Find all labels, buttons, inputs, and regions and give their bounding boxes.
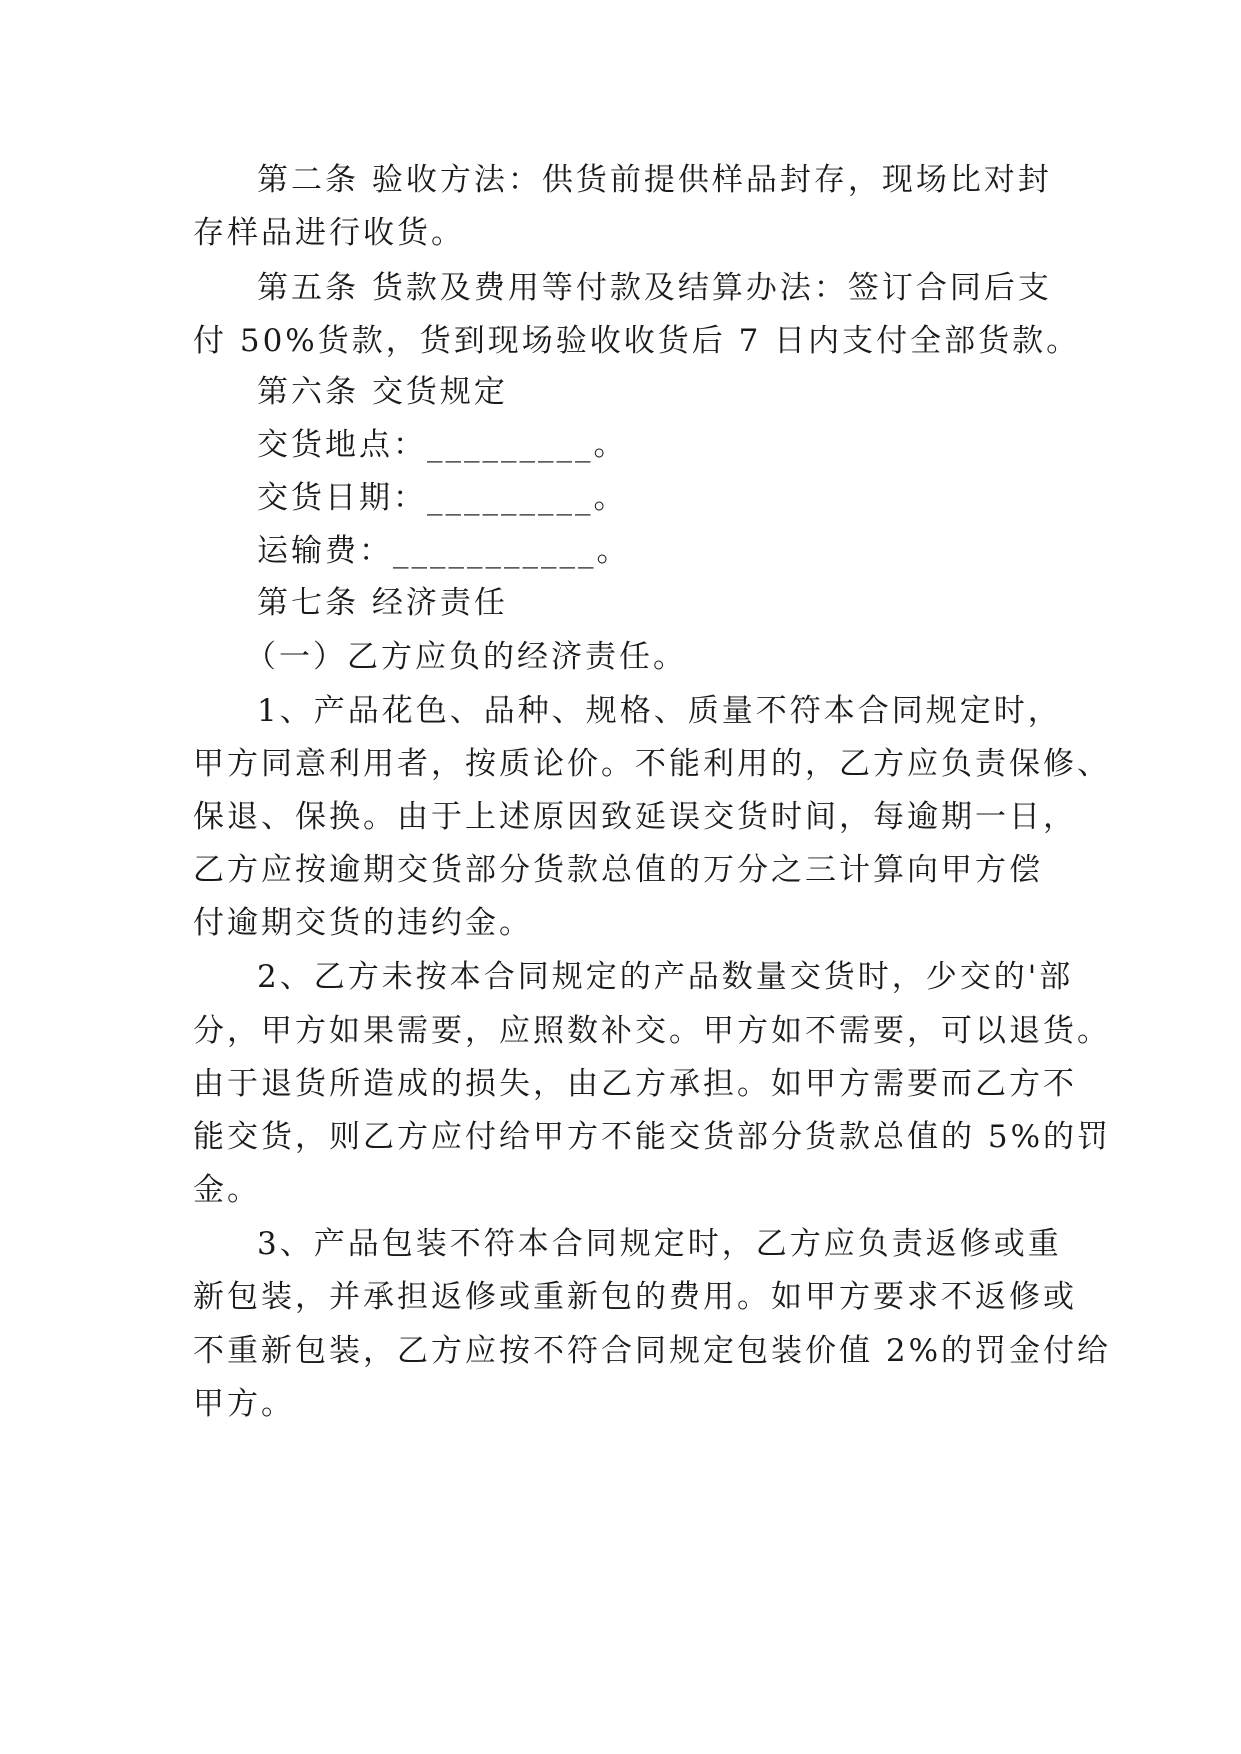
clause-1-line-4: 乙方应按逾期交货部分货款总值的万分之三计算向甲方偿	[193, 852, 1043, 888]
clause-1-line-3: 保退、保换。由于上述原因致延误交货时间，每逾期一日，	[193, 799, 1077, 835]
article-2-line-2: 存样品进行收货。	[193, 215, 465, 251]
article-7-heading: 第七条 经济责任	[257, 585, 508, 621]
clause-3-line-1: 3、产品包装不符本合同规定时，乙方应负责返修或重	[257, 1226, 1062, 1262]
clause-3-line-3: 不重新包装，乙方应按不符合同规定包装价值 2%的罚金付给	[193, 1333, 1112, 1369]
clause-3-line-2: 新包装，并承担返修或重新包的费用。如甲方要求不返修或	[193, 1279, 1077, 1315]
clause-3-line-4: 甲方。	[193, 1386, 295, 1422]
clause-2-line-2: 分，甲方如果需要，应照数补交。甲方如不需要，可以退货。	[193, 1013, 1111, 1049]
delivery-location-field: 交货地点：_________。	[257, 427, 628, 463]
clause-1-line-2: 甲方同意利用者，按质论价。不能利用的，乙方应负责保修、	[193, 746, 1111, 782]
freight-cost-field: 运输费：___________。	[257, 533, 631, 569]
clause-1-line-5: 付逾期交货的违约金。	[193, 905, 533, 941]
article-2-line-1: 第二条 验收方法：供货前提供样品封存，现场比对封	[257, 162, 1052, 198]
clause-2-line-5: 金。	[193, 1172, 261, 1208]
clause-1-line-1: 1、产品花色、品种、规格、质量不符本合同规定时，	[257, 693, 1062, 729]
article-6-heading: 第六条 交货规定	[257, 374, 508, 410]
article-5-line-1: 第五条 货款及费用等付款及结算办法：签订合同后支	[257, 270, 1052, 306]
section-1-heading: （一）乙方应负的经济责任。	[245, 639, 687, 675]
clause-2-line-4: 能交货，则乙方应付给甲方不能交货部分货款总值的 5%的罚	[193, 1119, 1112, 1155]
clause-2-line-1: 2、乙方未按本合同规定的产品数量交货时，少交的'部	[257, 959, 1074, 995]
clause-2-line-3: 由于退货所造成的损失，由乙方承担。如甲方需要而乙方不	[193, 1066, 1077, 1102]
delivery-date-field: 交货日期：_________。	[257, 480, 628, 516]
article-5-line-2: 付 50%货款，货到现场验收收货后 7 日内支付全部货款。	[193, 323, 1081, 359]
